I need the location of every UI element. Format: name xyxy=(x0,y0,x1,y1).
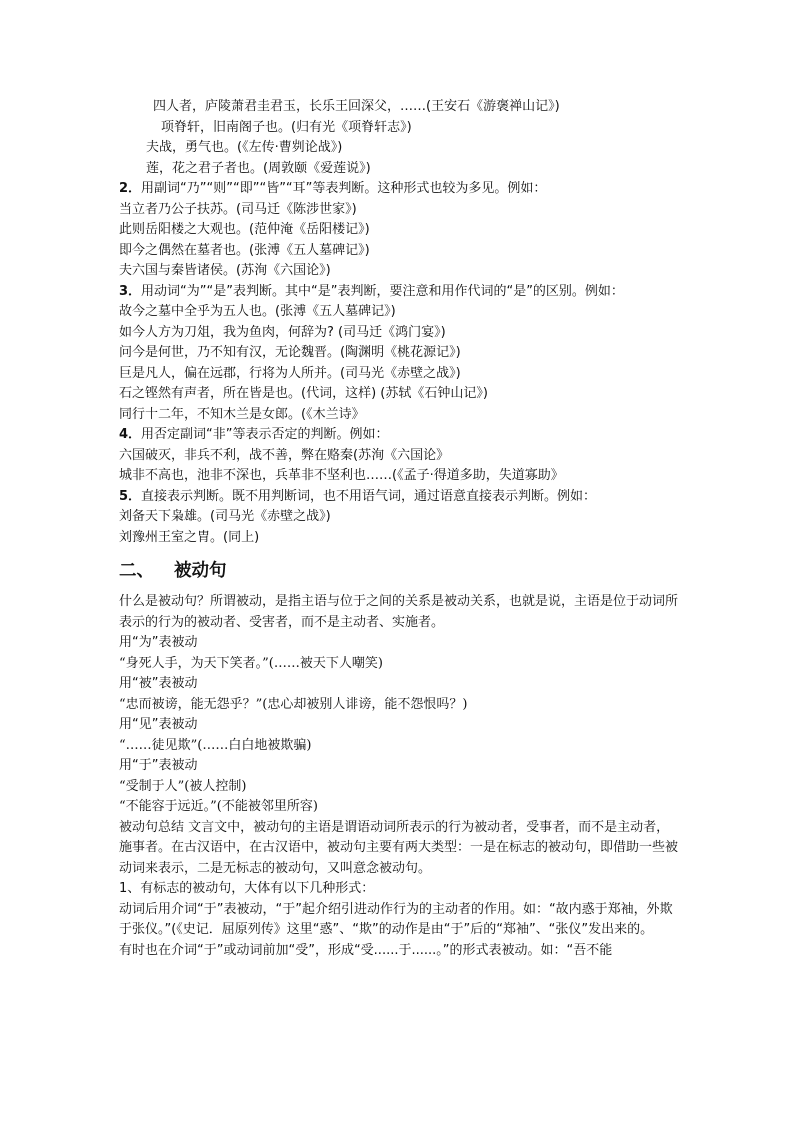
example-line: 刘豫州王室之胄。(同上) xyxy=(119,529,260,545)
intro-paragraph: 什么是被动句？所谓被动，是指主语与位于之间的关系是被动关系，也就是说，主语是位于动词所表示的行为的被动者、受害者，而不是主动者、实施者。 xyxy=(119,594,679,630)
passive-form-example: “……徒见欺”(……白白地被欺骗) xyxy=(119,737,312,753)
example-line: 六国破灭，非兵不利，战不善，弊在赂秦(苏洵《六国论》 xyxy=(119,447,450,463)
document-body xyxy=(119,97,679,961)
example-line: 故今之墓中全乎为五人也。(张溥《五人墓碑记》) xyxy=(119,304,396,319)
example-line: 同行十二年，不知木兰是女郎。(《木兰诗》 xyxy=(119,406,365,422)
passive-form-example: “受制于人”(被人控制) xyxy=(119,778,247,794)
example-line: 此则岳阳楼之大观也。(范仲淹《岳阳楼记》) xyxy=(119,222,370,237)
subsection-title: 1、有标志的被动句，大体有以下几种形式： xyxy=(119,881,375,896)
section-5-heading xyxy=(119,487,679,508)
passive-form-example: “身死人手，为天下笑者。”(……被天下人嘲笑) xyxy=(119,655,383,671)
heading-title: 被动句 xyxy=(174,561,227,581)
section-3-heading xyxy=(119,282,679,303)
example-line: 刘备天下枭雄。(司马光《赤壁之战》) xyxy=(119,509,331,524)
section-text: 用副词“乃”“则”“即”“皆”“耳”等表判断。这种形式也较为多见。例如： xyxy=(141,181,547,196)
example-line: 当立者乃公子扶苏。(司马迁《陈涉世家》) xyxy=(119,201,357,217)
passive-form-label: 用“被”表被动 xyxy=(119,676,198,691)
example-line: 如今人方为刀俎，我为鱼肉，何辞为? (司马迁《鸿门宴》) xyxy=(119,324,446,340)
example-line: 夫六国与秦皆诸侯。(苏洵《六国论》) xyxy=(119,263,331,278)
section-text: 直接表示判断。既不用判断词，也不用语气词，通过语意直接表示判断。例如： xyxy=(141,488,597,504)
passive-form-example: “忠而被谤，能无怨乎？”(忠心却被别人诽谤，能不怨恨吗？) xyxy=(119,696,468,712)
passive-form-label: 用“见”表被动 xyxy=(119,717,198,732)
heading-number: 二、 xyxy=(119,561,154,581)
example-line: 项脊轩，旧南阁子也。(归有光《项脊轩志》) xyxy=(161,119,412,135)
example-line: 莲，花之君子者也。(周敦颐《爱莲说》) xyxy=(146,160,371,176)
section-number: 2． xyxy=(119,181,142,196)
section-number: 3． xyxy=(119,283,142,299)
passive-form-label: 用“为”表被动 xyxy=(119,635,198,650)
passive-form-example: “不能容于远近。”(不能被邻里所容) xyxy=(119,799,318,814)
example-line: 夫战，勇气也。(《左传·曹刿论战》) xyxy=(146,140,343,155)
example-line: 即今之偶然在墓者也。(张溥《五人墓碑记》) xyxy=(119,242,370,258)
example-line: 巨是凡人，偏在远郡，行将为人所并。(司马光《赤壁之战》) xyxy=(119,365,461,381)
example-line: 城非不高也，池非不深也，兵革非不坚利也……(《孟子·得道多助，失道寡助》 xyxy=(119,468,564,483)
summary-paragraph: 被动句总结 文言文中，被动句的主语是谓语动词所表示的行为被动者，受事者，而不是主动者，施事者。在古汉语中，在古汉语中，被动句主要有两大类型：一是在标志的被动句，即借助一些被动词来表示，二是无标志的被动句，又叫意念被动句。 xyxy=(119,819,679,876)
section-text: 用否定副词“非”等表示否定的判断。例如： xyxy=(141,427,389,442)
passive-form-label: 用“于”表被动 xyxy=(119,758,198,773)
section-number: 4． xyxy=(119,427,142,442)
section-heading-passive xyxy=(119,556,679,586)
example-line: 四人者，庐陵萧君圭君玉，长乐王回深父，……(王安石《游褒禅山记》) xyxy=(153,99,560,114)
section-2-heading xyxy=(119,179,679,200)
example-line: 问今是何世，乃不知有汉，无论魏晋。(陶渊明《桃花源记》) xyxy=(119,345,461,360)
section-text: 用动词“为”“是”表判断。其中“是”表判断，要注意和用作代词的“是”的区别。例如： xyxy=(141,283,624,299)
example-line: 石之铿然有声者，所在皆是也。(代词，这样) (苏轼《石钟山记》) xyxy=(119,386,488,401)
subsection-paragraph: 动词后用介词“于”表被动，“于”起介绍引进动作行为的主动者的作用。如：“故内惑于郑袖，外欺于张仪。”(《史记．屈原列传》这里“惑”、“欺”的动作是由“于”后的“郑袖”、“张仪”发出来的。 xyxy=(119,901,673,937)
section-number: 5． xyxy=(119,488,142,504)
section-4-heading xyxy=(119,425,679,446)
subsection-paragraph: 有时也在介词“于”或动词前加“受”，形成“受......于......。”的形式表被动。如：“吾不能 xyxy=(119,942,613,958)
